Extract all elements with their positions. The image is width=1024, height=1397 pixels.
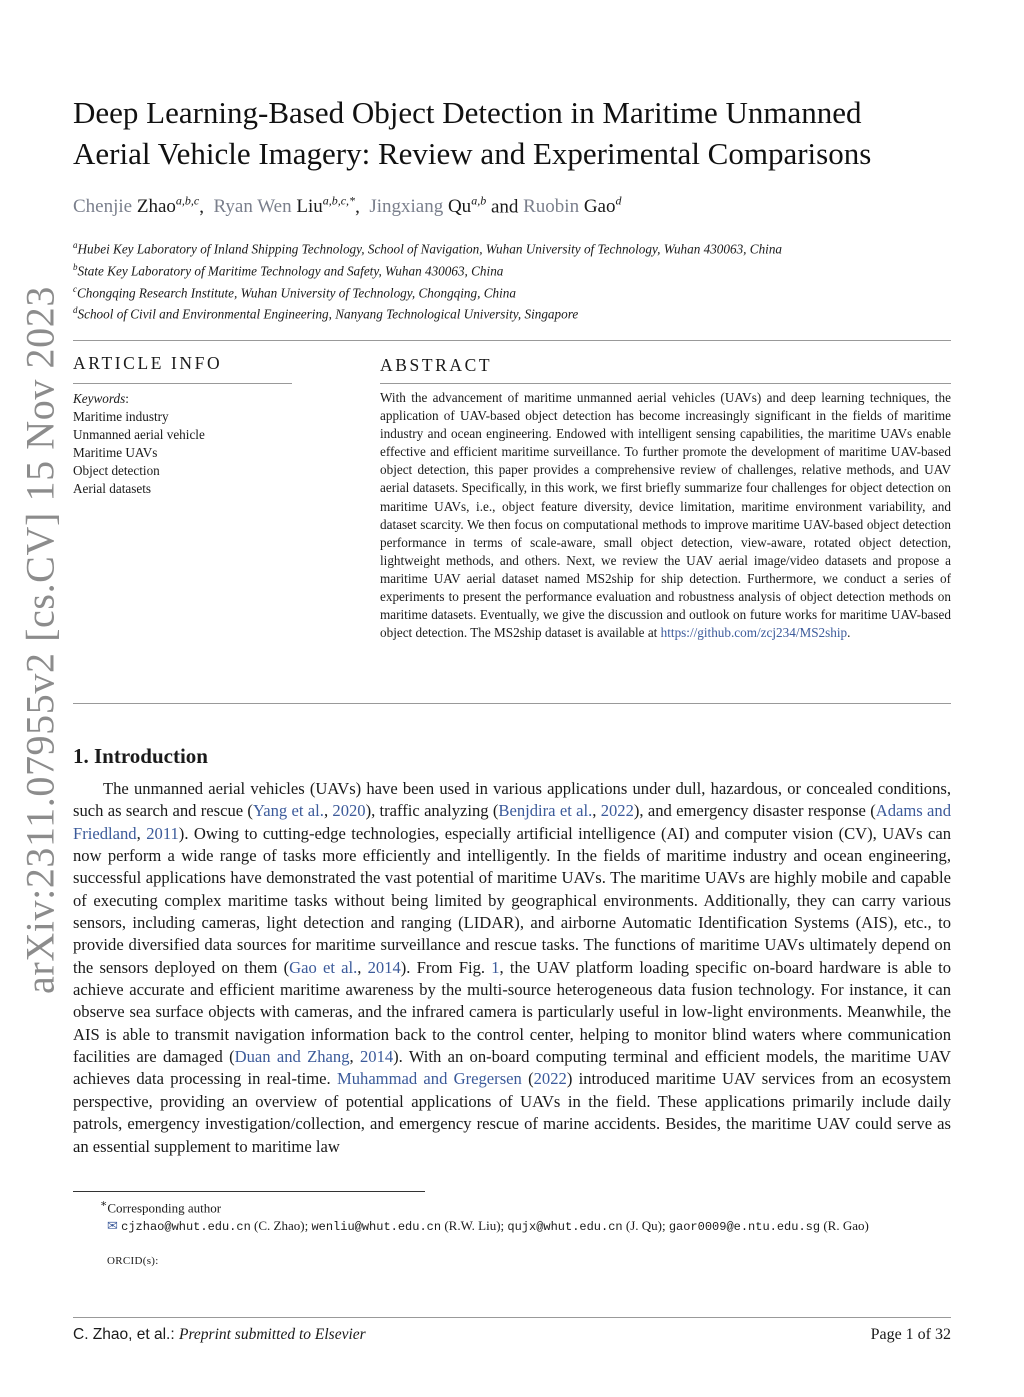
footer-divider — [73, 1317, 951, 1318]
citation-link[interactable]: 1 — [491, 957, 500, 977]
citation-link[interactable]: 2011 — [146, 823, 179, 843]
intro-text: , — [323, 801, 333, 821]
citation-link[interactable]: 2022 — [533, 1069, 567, 1089]
intro-text: ) introduced maritime UAV services from an ecosystem perspective, providing an overview of potential applications of UAVs in the field. These applications primarily include daily patrols, emergency investigation/collection, and emergency rescue of marine accidents. Besides, the maritime UAV could serve as an essential supplement to maritime law — [73, 1069, 951, 1156]
author[interactable]: Ruobin Gao$^d$ — [523, 194, 622, 218]
intro-text: ). From Fig. — [400, 957, 492, 977]
abstract-bottom-divider — [73, 703, 951, 704]
affiliation: $^b$State Key Laboratory of Maritime Technology and Safety, Wuhan 430063, China — [73, 262, 504, 279]
page-number: Page 1 of 32 — [870, 1326, 951, 1343]
author-list: Chenjie Zhao$^{a,b,c}$, Ryan Wen Liu$^{a,b,c,*}$, Jingxiang Qu$^{a,b}$ and Ruobin Gao$^d$ — [73, 194, 622, 218]
intro-text: , — [349, 1047, 360, 1067]
citation-link[interactable]: Benjdira et al. — [498, 801, 593, 821]
intro-text: The unmanned aerial vehicles (UAVs) have been used in various applications under dull, hazardous, or concealed conditions, such as search and rescue ( — [73, 779, 951, 821]
intro-text: , — [357, 957, 368, 977]
section-heading-introduction: 1. Introduction — [73, 744, 208, 768]
keyword: Maritime UAVs — [73, 445, 158, 460]
affiliation: $^a$Hubei Key Laboratory of Inland Shipping Technology, School of Navigation, Wuhan University of Technology, Wuhan 430063, China — [73, 240, 783, 257]
intro-text: ). With an on-board computing terminal and efficient models, the maritime UAV achieves data processing in real-time. — [73, 1047, 951, 1089]
affiliation: $^c$Chongqing Research Institute, Wuhan University of Technology, Chongqing, China — [73, 284, 516, 301]
email-address[interactable]: gaor0009@e.ntu.edu.sg — [668, 1220, 821, 1234]
author[interactable]: Chenjie Zhao$^{a,b,c}$ — [73, 194, 200, 218]
keywords-label: Keywords: — [73, 391, 129, 406]
citation-link[interactable]: 2014 — [367, 957, 401, 977]
email-address[interactable]: cjzhao@whut.edu.cn — [121, 1220, 251, 1234]
keyword: Object detection — [73, 463, 160, 478]
dataset-link[interactable]: https://github.com/zcj234/MS2ship — [660, 625, 848, 641]
header-divider — [73, 340, 951, 341]
email-address[interactable]: wenliu@whut.edu.cn — [311, 1220, 442, 1234]
citation-link[interactable]: Gao et al. — [289, 957, 358, 977]
orcid-label: ORCID(s): — [107, 1255, 159, 1267]
keyword: Aerial datasets — [73, 481, 151, 496]
email-address[interactable]: qujx@whut.edu.cn — [507, 1220, 623, 1234]
envelope-icon: ✉ — [107, 1219, 118, 1234]
citation-link[interactable]: 2020 — [332, 801, 366, 821]
authors-and: and — [490, 196, 519, 218]
paper-title — [73, 92, 973, 174]
author-emails: ✉ cjzhao@whut.edu.cn (C. Zhao); wenliu@whut.edu.cn (R.W. Liu); qujx@whut.edu.cn (J. Qu); gaor0009@e.ntu.edu.sg (R. Gao) — [107, 1218, 869, 1234]
introduction-paragraph — [73, 778, 951, 1158]
intro-text: ). Owing to cutting-edge technologies, especially artificial intelligence (AI) and computer vision (CV), UAVs can now perform a wide range of tasks more efficiently and intelligently. In the fields of maritime industry and ocean engineering, successful applications have demonstrated the vast potential of maritime UAVs. The maritime UAVs are highly mobile and capable of executing complex maritime tasks without being limited by geographical environments. Additionally, they can carry various sensors, including cameras, light detection and ranging (LIDAR), and airborne Automatic Identification Systems (AIS), etc., to provide diversified data sources for maritime surveillance and rescue tasks. The functions of maritime UAVs ultimately depend on the sensors deployed on them ( — [73, 823, 952, 977]
citation-link[interactable]: 2014 — [359, 1047, 394, 1067]
intro-text: ), and emergency disaster response ( — [633, 801, 876, 821]
keywords-block — [73, 390, 205, 498]
citation-link[interactable]: Yang et al. — [252, 801, 324, 821]
intro-text: , — [136, 823, 147, 843]
keyword: Maritime industry — [73, 409, 169, 424]
citation-link[interactable]: Muhammad and Gregersen — [336, 1069, 522, 1089]
article-info-heading: ARTICLE INFO — [73, 353, 223, 373]
abstract-divider — [380, 383, 951, 384]
arxiv-identifier: arXiv:2311.07955v2 [cs.CV] 15 Nov 2023 — [17, 286, 63, 994]
author[interactable]: Ryan Wen Liu$^{a,b,c,*}$ — [213, 194, 356, 218]
intro-text: ), traffic analyzing ( — [365, 801, 499, 821]
citation-link[interactable]: Adams and Friedland — [73, 801, 952, 843]
intro-text: , the UAV platform loading specific on-board hardware is able to achieve accurate and efficient maritime awareness by the multi-source heterogeneous data fusion technology. For instance, it can observe sea surface objects with cameras, and the infrared camera is particularly useful in low-light environments. Meanwhile, the AIS is able to transmit navigation information back to the control center, helping to monitor blind waters where communication facilities are damaged ( — [73, 957, 951, 1067]
author[interactable]: Jingxiang Qu$^{a,b}$ — [369, 194, 487, 218]
citation-link[interactable]: 2022 — [600, 801, 634, 821]
abstract-text: With the advancement of maritime unmanned aerial vehicles (UAVs) and deep learning techniques, the application of UAV-based object detection has become increasingly significant in the fields of maritime industry and ocean engineering. Endowed with intelligent sensing capabilities, the maritime UAVs enable effective and efficient maritime surveillance. To further promote the development of maritime UAV-based object detection, this paper provides a comprehensive review of challenges, relative methods, and UAV aerial datasets. Specifically, in this work, we first briefly summarize four challenges for object detection on maritime UAVs, i.e., object feature diversity, device limitation, maritime environment variability, and dataset scarcity. We then focus on computational methods to improve maritime UAV-based object detection performance in terms of scale-aware, small object detection, view-aware, rotated object detection, lightweight methods, and others. Next, we review the UAV aerial image/video datasets and propose a maritime UAV aerial dataset named MS2ship for ship detection. Furthermore, we conduct a series of experiments to present the performance evaluation and robustness analysis of object detection methods on maritime datasets. Eventually, we give the discussion and outlook on future works for maritime UAV-based object detection. The MS2ship dataset is available at https://github.com/zcj234/MS2ship. — [380, 390, 951, 641]
abstract-heading: ABSTRACT — [380, 355, 493, 375]
intro-text: , — [592, 801, 601, 821]
title-line-2: Aerial Vehicle Imagery: Review and Experimental Comparisons — [73, 136, 872, 171]
footnote-divider — [73, 1191, 425, 1192]
keyword: Unmanned aerial vehicle — [73, 427, 205, 442]
affiliation: $^d$School of Civil and Environmental Engineering, Nanyang Technological University, Singapore — [73, 305, 579, 322]
citation-link[interactable]: Duan and Zhang — [234, 1047, 350, 1067]
running-footer: C. Zhao, et al.: Preprint submitted to Elsevier — [73, 1326, 366, 1343]
title-line-1: Deep Learning-Based Object Detection in Maritime Unmanned — [73, 95, 862, 130]
corresponding-author-note: ∗Corresponding author — [100, 1198, 222, 1216]
article-info-divider — [73, 383, 292, 384]
intro-text: ( — [521, 1069, 534, 1089]
